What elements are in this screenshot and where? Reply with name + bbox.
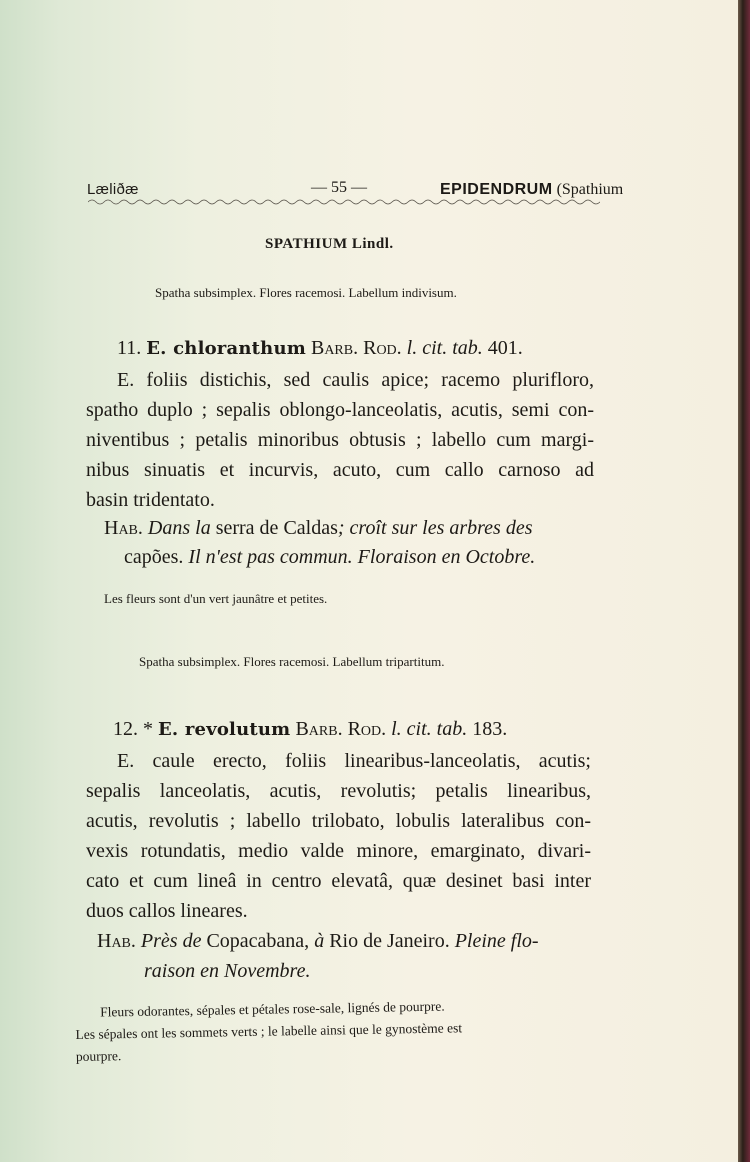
reference: l. cit. tab.	[406, 337, 483, 359]
habitat-text: raison en Novembre.	[144, 960, 311, 982]
author: Barb. Rod.	[295, 718, 387, 740]
habitat-text: Dans la	[147, 517, 211, 539]
description-line: basin tridentato.	[86, 489, 215, 511]
description-line: spatho duplo ; sepalis oblongo-lanceolatis, acutis, semi con-	[86, 399, 594, 421]
description-line: nibus sinuatis et incurvis, acuto, cum callo carnoso ad	[86, 459, 594, 481]
habitat-place: Rio de Janeiro.	[329, 930, 450, 952]
description-line: duos callos lineares.	[86, 900, 248, 922]
habitat-place: serra de Caldas	[215, 517, 338, 539]
section-title: SPATHIUM Lindl.	[265, 236, 394, 252]
plate-number: 183.	[472, 718, 508, 740]
habitat-text: Il n'est pas commun. Floraison en Octobre.	[188, 546, 536, 568]
remark-line: pourpre.	[75, 1048, 122, 1064]
habitat-label: Hab.	[104, 517, 143, 539]
entry-heading	[117, 337, 523, 360]
habitat-text: Pleine flo-	[454, 930, 539, 952]
section-label: (Spathium	[556, 181, 624, 198]
author: Barb. Rod.	[310, 337, 402, 359]
entry-heading	[113, 718, 507, 741]
page-number: — 55 —	[311, 179, 367, 196]
description-line: E. caule erecto, foliis linearibus-lanceolatis, acutis;	[117, 750, 591, 772]
description-line: cato et cum lineâ in centro elevatâ, quæ desinet basi inter	[86, 870, 591, 892]
habitat-label: Hab.	[97, 930, 136, 952]
entry-number: 12.	[113, 718, 138, 740]
ornamental-rule	[88, 198, 600, 206]
section-note: Spatha subsimplex. Flores racemosi. Labellum indivisum.	[155, 285, 457, 300]
genus-label: EPIDENDRUM	[440, 181, 553, 198]
habitat-line	[124, 546, 535, 569]
latin-description	[86, 365, 594, 515]
running-head-genus	[440, 181, 623, 199]
entry-number: 11.	[117, 337, 142, 359]
book-edge	[738, 0, 750, 1162]
description-line: acutis, revolutis ; labello trilobato, lobulis lateralibus con-	[86, 810, 591, 832]
latin-description	[86, 746, 591, 926]
habitat-place: capões.	[124, 546, 184, 568]
remark-line: Fleurs odorantes, sépales et pétales rose-sale, lignés de pourpre.	[100, 998, 445, 1020]
habitat-line	[97, 930, 539, 953]
habitat-line	[104, 517, 533, 540]
species-name: E. chloranthum	[146, 338, 306, 359]
habitat-text: à	[314, 930, 325, 952]
remark-line: Les sépales ont les sommets verts ; le labelle ainsi que le gynostème est	[75, 1020, 463, 1042]
section-note: Spatha subsimplex. Flores racemosi. Labellum tripartitum.	[139, 654, 445, 669]
description-line: niventibus ; petalis minoribus obtusis ; labello cum margi-	[86, 429, 594, 451]
description-line: sepalis lanceolatis, acutis, revolutis; petalis linearibus,	[86, 780, 591, 802]
habitat-text: Près de	[140, 930, 202, 952]
species-name: E. revolutum	[158, 719, 291, 740]
french-remark: Les fleurs sont d'un vert jaunâtre et petites.	[104, 591, 328, 606]
star-mark: *	[143, 718, 153, 740]
description-line: E. foliis distichis, sed caulis apice; racemo plurifloro,	[117, 369, 594, 391]
habitat-line	[144, 960, 310, 983]
french-remark	[75, 993, 586, 1068]
habitat-text: ; croît sur les arbres des	[337, 517, 533, 539]
reference: l. cit. tab.	[391, 718, 468, 740]
habitat-place: Copacabana,	[206, 930, 310, 952]
running-head-family: Læliðæ	[87, 181, 139, 198]
plate-number: 401.	[487, 337, 523, 359]
description-line: vexis rotundatis, medio valde minore, emarginato, divari-	[86, 840, 591, 862]
